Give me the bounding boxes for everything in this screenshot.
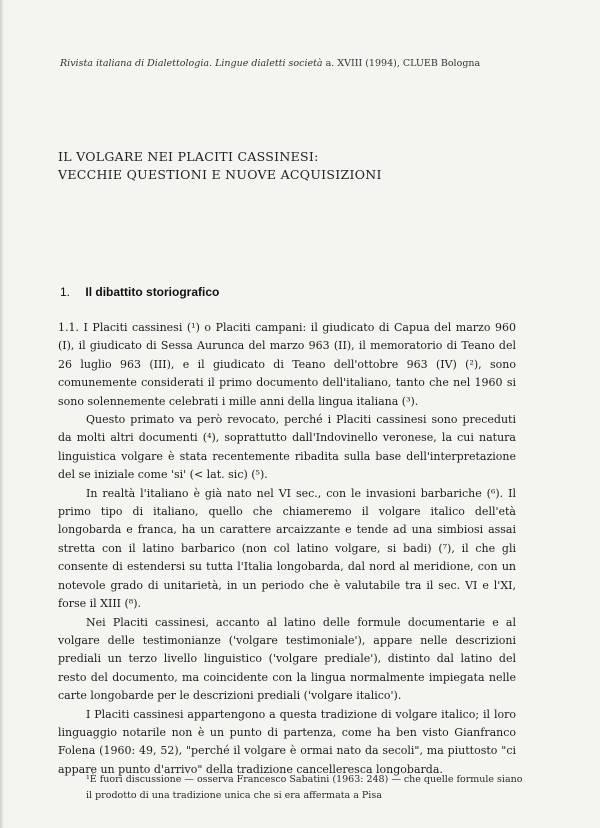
section-number: 1.: [60, 285, 71, 299]
paragraph-2: Questo primato va però revocato, perché i Placiti cassinesi sono preceduti da molti altri documenti (⁴), soprattutto dall'Indovinello veronese, la cui natura linguistica volgare è stata recentemente ribadita sulla base dell'interpretazione del se iniziale come 'si' (< lat. sic) (⁵).: [58, 413, 516, 482]
section-heading: [60, 285, 219, 299]
journal-header: [60, 58, 560, 69]
paragraph-5: I Placiti cassinesi appartengono a questa tradizione di volgare italico; il loro linguaggio notarile non è un punto di partenza, come ha ben visto Gianfranco Folena (1960: 49, 52), "perché il volgare è ormai nato da secoli", ma piuttosto "ci appare un punto d'arrivo" della tradizione cancelleresca longobarda.: [58, 707, 516, 776]
scan-edge-shadow: [0, 0, 4, 828]
paragraph-4: Nei Placiti cassinesi, accanto al latino delle formule documentarie e al volgare delle testimonianze ('volgare testimoniale'), appare nelle descrizioni prediali un terzo livello linguistico ('volgare prediale'), distinto dal latino del resto del documento, ma coincidente con la lingua normalmente impiegata nelle carte longobarde per le descrizioni prediali ('volgare italico').: [58, 615, 516, 703]
article-title-line-1: IL VOLGARE NEI PLACITI CASSINESI:: [58, 149, 319, 164]
paragraph-3: In realtà l'italiano è già nato nel VI sec., con le invasioni barbariche (⁶). Il primo tipo di italiano, quello che chiameremo il volgare italico dell'età longobarda e franca, ha un carattere arcaizzante e tende ad una simbiosi assai stretta con il latino barbarico (non col latino volgare, si badi) (⁷), il che gli consente di estendersi su tutta l'Italia longobarda, dal nord al meridione, con un notevole grado di unitarietà, in un periodo che è valutabile tra il sec. VI e l'XI, forse il XIII (⁸).: [58, 486, 516, 611]
paragraph-1: 1.1. I Placiti cassinesi (¹) o Placiti campani: il giudicato di Capua del marzo 960 (I), il giudicato di Sessa Aurunca del marzo 963 (II), il memoratorio di Teano del 26 luglio 963 (III), e il giudicato di Teano dell'ottobre 963 (IV) (²), sono comunemente considerati il primo documento dell'italiano, tanto che nel 1960 si sono solennemente celebrati i mille anni della lingua italiana (³).: [58, 321, 516, 408]
footnote: ¹È fuori discussione — osserva Francesco Sabatini (1963: 248) — che quelle formule siano il prodotto di una tradizione unica che si era affermata a Pisa: [86, 774, 523, 801]
body-text: [58, 319, 516, 779]
journal-name: Rivista italiana di Dialettologia. Lingue dialetti società: [60, 58, 323, 69]
journal-issue: a. XVIII (1994), CLUEB Bologna: [325, 58, 481, 69]
article-title: [58, 148, 538, 184]
article-title-line-2: VECCHIE QUESTIONI E NUOVE ACQUISIZIONI: [58, 167, 382, 182]
section-title: Il dibattito storiografico: [85, 285, 220, 299]
